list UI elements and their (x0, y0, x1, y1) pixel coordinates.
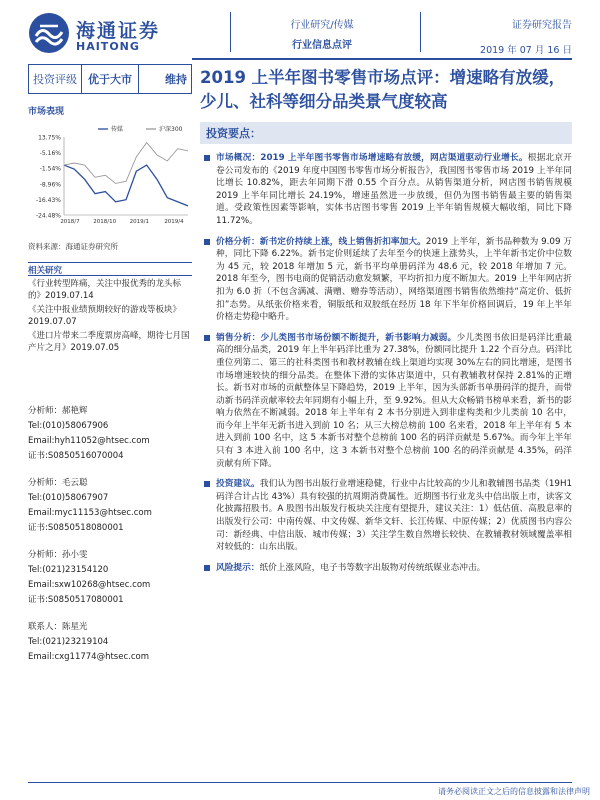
analyst-name: 分析师：郝艳辉 (28, 406, 88, 416)
sidebar (28, 64, 192, 677)
analyst-cert: 证书:S0850517080001 (28, 595, 124, 605)
analyst-tel: Tel:(010)58067906 (28, 421, 109, 431)
rating-label: 投资评级 (33, 73, 77, 86)
doc-type: 证券研究报告 (512, 20, 572, 31)
series-line (64, 165, 188, 206)
page-footer (0, 782, 600, 800)
key-point-paragraph (200, 152, 572, 228)
main-content (200, 66, 572, 574)
paragraph-body: 少儿类图书依旧是码洋比重最高的细分品类，2019 年上半年码洋比重为 27.38%，份额同比提升 1.22 个百分点。码洋比重位列第二、第三的社科类图书和教材教辅在线上渠道均实现 30%左右的同比增速，是图书市场增速较快的细分品类。在整体下滑的实体店渠道中，只有教辅教材保持 2.81%的正增长。新书对市场的贡献整体呈下降趋势，2019 上半年，因为头部新书单册码洋的提升，而带动新书码洋贡献率较去年同期有小幅上升，至 9.92%。但从大众畅销书榜单来看，新书的影响力依然在不断减弱。2018 年上半年有 2 本书分别进入到非虚构类和少儿类前 10 名中，而今年上半年无新书进入到前 10 名；从三大榜总榜前 100 名来看，2018 年上半年有 5 本进入到前 100 名中，这 5 本新书对整个总榜前 100 名的码洋贡献是 5.67%。而今年上半年只有 3 本进入前 100 名中，这 3 本新书对整个总榜前 100 名的码洋贡献是 4.35%，码洋贡献有所下降。 (216, 332, 573, 469)
paragraph-body: 纸价上涨风险，电子书等数字出版物对传统纸媒业态冲击。 (259, 562, 486, 573)
bullet-icon (204, 565, 210, 571)
analyst-name: 分析师：孙小雯 (28, 550, 88, 560)
analyst-name: 联系人：陈星光 (28, 622, 88, 632)
related-item[interactable]: 《关注中报业绩预期较好的游戏等板块》2019.07.07 (28, 305, 182, 327)
report-title: 2019 上半年图书零售市场点评：增速略有放缓，少儿、社科等细分品类景气度较高 (200, 68, 566, 111)
market-chart-svg (28, 123, 192, 229)
analyst-name: 分析师：毛云聪 (28, 478, 88, 488)
analyst-cert: 证书:S0850516070004 (28, 451, 124, 461)
footer-rule (28, 782, 572, 783)
disclaimer-text: 请务必阅读正文之后的信息披露和法律声明 (438, 787, 590, 796)
paragraph-lead: 价格分析：新书定价持续上涨，线上销售折扣率加大。 (216, 236, 426, 247)
paragraph-body: 根据北京开卷公司发布的《2019 年度中国图书零售市场分析报告》，我国图书零售市场 2019 上半年同比增长 10.82%，距去年同期下滑 0.55 个百分点。从销售渠道分析，网店图书销售规模 2019 上半年同比增长 24.19%，增速虽然进一步放缓，但仍为图书销售最主要的销售渠道。受政策性因素等影响，实体书店图书零售 2019 上半年销售规模大幅收缩，同比下降 11.72%。 (216, 153, 572, 226)
report-date: 2019 年 07 月 16 日 (480, 45, 572, 56)
analyst-card (28, 404, 192, 464)
key-points-title: 投资要点： (200, 122, 572, 144)
legend-label: 沪深300 (159, 126, 183, 133)
key-point-paragraph (200, 478, 572, 554)
header-divider (420, 12, 421, 52)
header-divider (230, 12, 231, 52)
x-tick-label: 2019/1 (129, 219, 150, 225)
y-tick-label: -16.43% (35, 196, 61, 204)
analyst-tel: Tel:(021)23154120 (28, 565, 109, 575)
y-tick-label: -1.54% (39, 165, 61, 173)
bullet-icon (204, 155, 210, 161)
rating-value: 优于大市 (81, 65, 139, 93)
key-point-paragraph (200, 236, 572, 324)
bullet-icon (204, 481, 210, 487)
rating-action: 维持 (165, 73, 187, 86)
market-title: 市场表现 (28, 107, 65, 117)
bullet-icon (204, 239, 210, 245)
analyst-card (28, 548, 192, 608)
paragraph-lead: 风险提示： (216, 562, 260, 573)
logo-chinese: 海通证券 (76, 20, 161, 42)
analyst-tel: Tel:(021)23219104 (28, 637, 109, 647)
related-title: 相关研究 (28, 262, 192, 276)
x-tick-label: 2018/7 (60, 219, 80, 225)
chart-source: 资料来源：海通证券研究所 (28, 242, 118, 251)
analyst-card (28, 476, 192, 536)
related-item[interactable]: 《行业转型阵痛，关注中报优秀的龙头标的》2019.07.14 (28, 279, 182, 301)
analyst-email[interactable]: Email:sxw10268@htsec.com (28, 580, 151, 590)
paragraph-body: 我们认为图书出版行业增速稳健，行业中占比较高的少儿和教辅图书品类（19H1 码洋合计占比 43%）具有较强的抗周期消费属性。近期图书行业龙头中信出版上市，读客文化披露招股书。A 股图书出版发行板块关注度有望提升，建议关注：1）低估值、高股息率的出版发行公司：中南传媒、中文传媒、新华文轩、长江传媒、中原传媒；2）优质图书内容公司：新经典、中信出版、城市传媒；3）关注学生数自然增长较快、在教辅教材领域覆盖率相对较低的：山东出版。 (216, 479, 573, 553)
paragraph-lead: 市场概况：2019 上半年图书零售市场增速略有放缓，网店渠道驱动行业增长。 (216, 153, 528, 163)
y-tick-label: -5.16% (39, 150, 61, 158)
x-tick-label: 2018/10 (93, 219, 117, 225)
analyst-email[interactable]: Email:myc11153@htsec.com (28, 508, 152, 518)
y-tick-label: -24.48% (35, 212, 61, 220)
page-header (0, 0, 600, 62)
analyst-tel: Tel:(010)58067907 (28, 493, 109, 503)
bullet-icon (204, 335, 210, 341)
report-subcategory: 行业信息点评 (292, 40, 352, 51)
analyst-list (28, 404, 192, 665)
related-item[interactable]: 《进口片带来二季度票房高峰，期待七月国产片之月》2019.07.05 (28, 331, 190, 353)
report-category: 行业研究/传媒 (290, 20, 354, 31)
paragraph-lead: 投资建议。 (216, 479, 260, 490)
haitong-logo (28, 12, 178, 56)
analyst-email[interactable]: Email:hyh11052@htsec.com (28, 436, 150, 446)
logo-english: HAITONG (76, 40, 140, 53)
y-tick-label: -8.96% (39, 181, 61, 189)
market-chart (28, 123, 192, 229)
legend-label: 传媒 (111, 126, 124, 133)
haitong-logo-icon (28, 12, 70, 54)
key-point-paragraph (200, 562, 572, 575)
paragraph-body: 2019 上半年，新书品种数为 9.09 万种，同比下降 6.22%。新书定价则延续了去年至今的快速上涨势头，上半年新书定价中位数为 45 元，较 2018 年增加 5 元，新书平均单册码洋为 48.6 元，较 2018 年增加 7 元。2018 年至今，图书电商的促销活动愈发频繁，平均折扣力度不断加大。2019 上半年网店折扣为 6.0 折（不包含满减、满赠、赠券等活动），网络渠道图书销售依然维持“高定价、低折扣”态势。从纸张价格来看，铜版纸和双胶纸在经历 18 年下半年价格回调后，19 年上半年价格走势稳中略升。 (216, 236, 572, 323)
paragraph-lead: 销售分析：少儿类图书市场份额不断提升，新书影响力减弱。 (216, 332, 457, 343)
analyst-email[interactable]: Email:cxg11774@htsec.com (28, 652, 149, 662)
y-tick-label: 13.75% (38, 134, 61, 142)
analyst-card (28, 620, 192, 665)
x-tick-label: 2019/4 (164, 219, 184, 225)
rating-box (28, 64, 192, 94)
key-point-paragraph (200, 332, 572, 471)
analyst-cert: 证书:S0850518080001 (28, 523, 124, 533)
header-rule (192, 58, 572, 60)
